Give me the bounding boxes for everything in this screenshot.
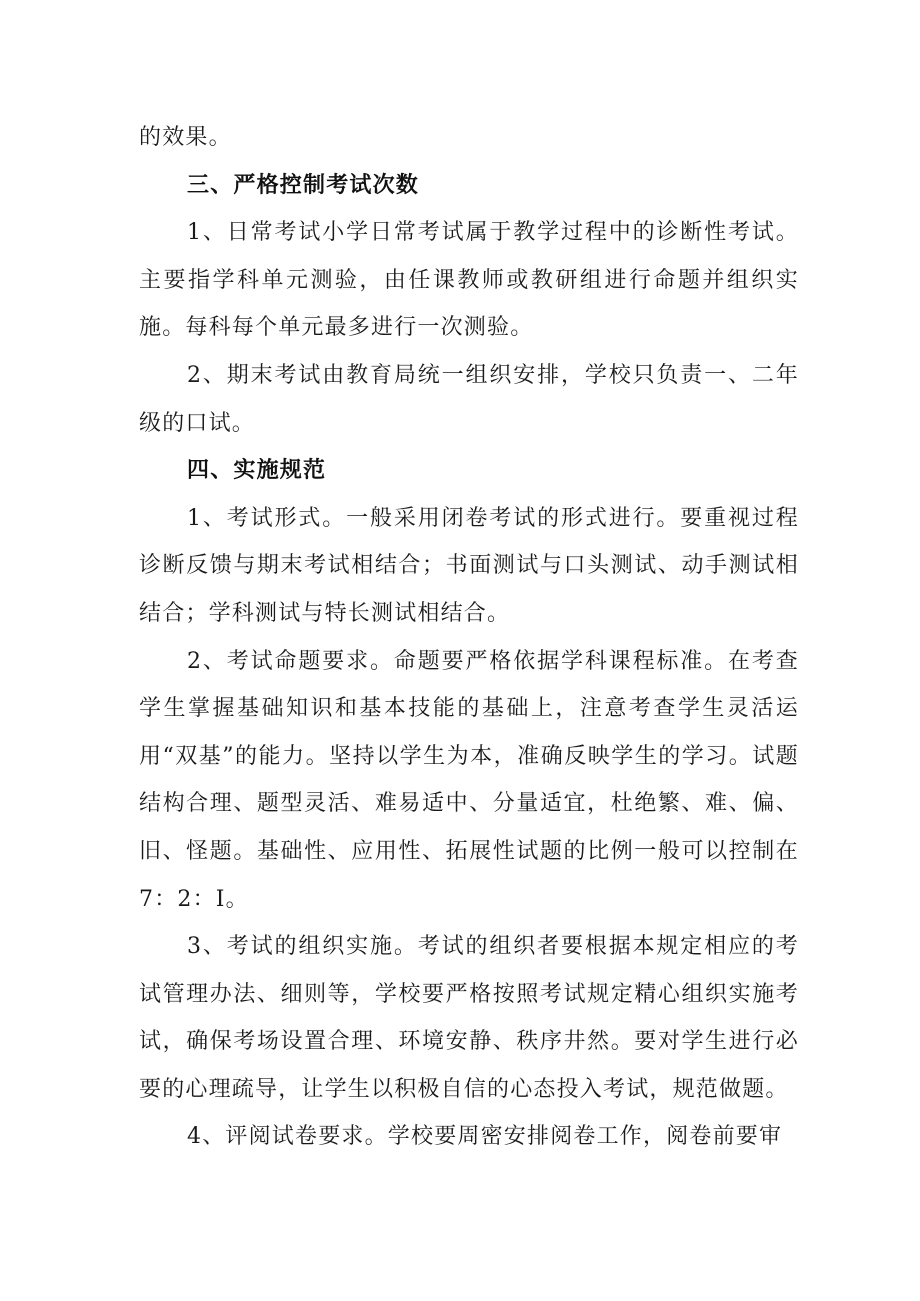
paragraph-exam-grading: 4、评阅试卷要求。学校要周密安排阅卷工作，阅卷前要审	[187, 1124, 783, 1150]
paragraph-final-exam: 2、期末考试由教育局统一组织安排，学校只负责一、二年级的口试。	[139, 362, 799, 436]
document-body	[139, 114, 799, 1161]
section-heading-4: 四、实施规范	[187, 458, 327, 484]
paragraph-exam-design: 2、考试命题要求。命题要严格依据学科课程标准。在考查学生掌握基础知识和基本技能的基础上，注意考查学生灵活运用“双基”的能力。坚持以学生为本，准确反映学生的学习。试题结构合理、题型灵活、难易适中、分量适宜，杜绝繁、难、偏、旧、怪题。基础性、应用性、拓展性试题的比例一般可以控制在7：2：I。	[139, 648, 799, 912]
paragraph-daily-exam: 1、日常考试小学日常考试属于教学过程中的诊断性考试。主要指学科单元测验，由任课教师或教研组进行命题并组织实施。每科每个单元最多进行一次测验。	[139, 220, 799, 341]
paragraph-continuation: 的效果。	[139, 125, 232, 150]
section-heading-3: 三、严格控制考试次数	[187, 172, 420, 198]
paragraph-exam-organization: 3、考试的组织实施。考试的组织者要根据本规定相应的考试管理办法、细则等，学校要严格按照考试规定精心组织实施考试，确保考场设置合理、环境安静、秩序井然。要对学生进行必要的心理疏导，让学生以积极自信的心态投入考试，规范做题。	[139, 934, 799, 1102]
paragraph-exam-format: 1、考试形式。一般采用闭卷考试的形式进行。要重视过程诊断反馈与期末考试相结合；书面测试与口头测试、动手测试相结合；学科测试与特长测试相结合。	[139, 505, 799, 626]
